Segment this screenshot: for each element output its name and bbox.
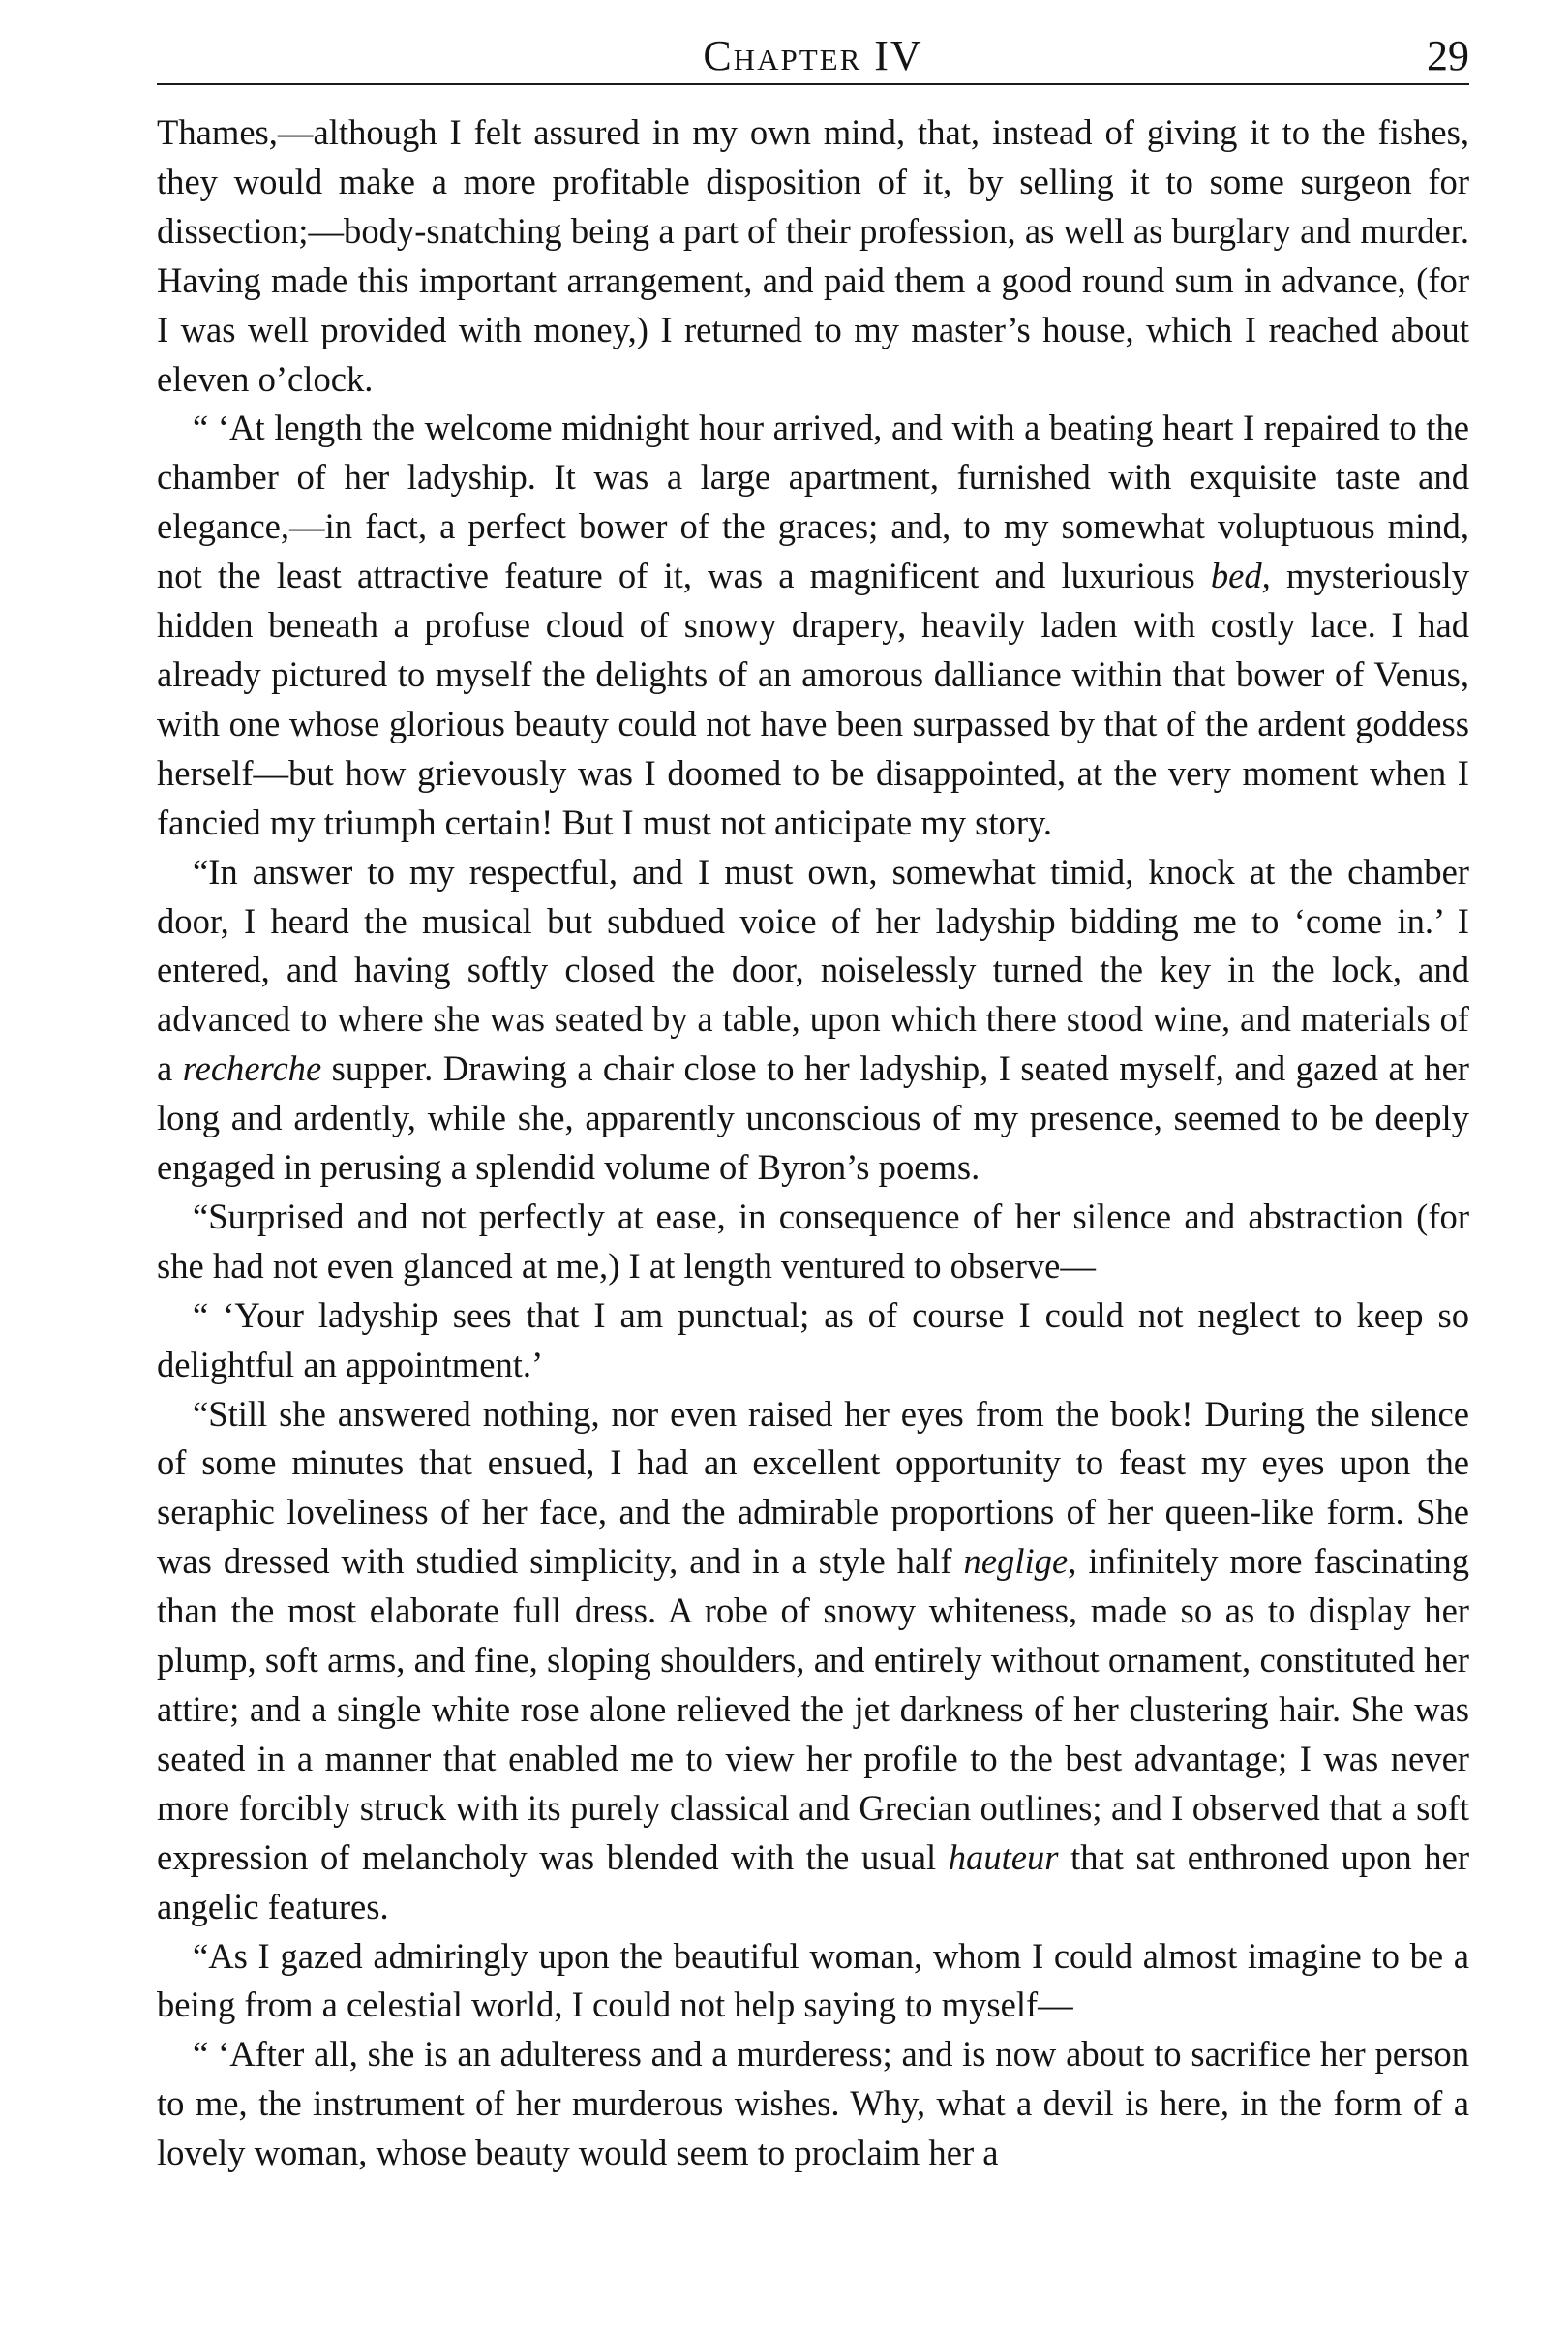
paragraph-text: “ ‘At length the welcome midnight hour arrived, and with a beating heart I repaired to the chamber of her ladyship. It was a large apartment, furnished with exquisite taste and elegance,—in fact, a perfect bower of the graces; and, to my somewhat voluptuous mind, not the least attractive feature of it, was a magnificent and luxurious bbox=[157, 408, 1469, 596]
paragraph-text: Thames,—although I felt assured in my own mind, that, instead of giving it to the fishes, they would make a more profitable disposition of it, by selling it to some surgeon for dissection;—body-snatching being a part of their profession, as well as burglary and murder. Having made this important arrangement, and paid them a good round sum in advance, (for I was well provided with money,) I returned to my master’s house, which I reached about eleven o’clock. bbox=[157, 112, 1469, 399]
header-rule bbox=[157, 83, 1469, 85]
italic-text: recherche bbox=[182, 1048, 322, 1089]
chapter-title: Chapter IV bbox=[703, 32, 923, 79]
paragraph-text: mysteriously hidden beneath a profuse cloud of snowy drapery, heavily laden with costly lace. I had already pictured to myself the delights of an amorous dalliance within that bower of Venus, with one whose glorious beauty could not have been surpassed by that of the ardent goddess herself—but how grievously was I doomed to be disappointed, at the very moment when I fancied my triumph certain! But I must not anticipate my story. bbox=[157, 556, 1469, 842]
paragraph-text: “ ‘Your ladyship sees that I am punctual; as of course I could not neglect to keep so delightful an appointment.’ bbox=[157, 1294, 1469, 1384]
paragraph bbox=[157, 1193, 1469, 1291]
paragraph bbox=[157, 848, 1469, 1193]
paragraph bbox=[157, 404, 1469, 847]
paragraph bbox=[157, 108, 1469, 404]
italic-text: bed, bbox=[1210, 556, 1271, 596]
paragraph-text: “Surprised and not perfectly at ease, in consequence of her silence and abstraction (for she had not even glanced at me,) I at length ventured to observe— bbox=[157, 1196, 1469, 1286]
paragraph bbox=[157, 1291, 1469, 1390]
paragraph bbox=[157, 2030, 1469, 2178]
paragraph-text: “ ‘After all, she is an adulteress and a murderess; and is now about to sacrifice her person to me, the instrument of her murderous wishes. Why, what a devil is here, in the form of a lovely woman, whose beauty would seem to proclaim her a bbox=[157, 2034, 1469, 2173]
italic-text: neglige, bbox=[963, 1541, 1077, 1582]
italic-text: hauteur bbox=[948, 1836, 1059, 1877]
paragraph-text: infinitely more fascinating than the most elaborate full dress. A robe of snowy whiteness, made so as to display her plump, soft arms, and fine, sloping shoulders, and entirely without ornament, constituted her attire; and a single white rose alone relieved the jet darkness of her clustering hair. She was seated in a manner that enabled me to view her profile to the best advantage; I was never more forcibly struck with its purely classical and Grecian outlines; and I observed that a soft expression of melancholy was blended with the usual bbox=[157, 1541, 1469, 1877]
page-number: 29 bbox=[1427, 32, 1469, 79]
paragraph-text: “In answer to my respectful, and I must own, somewhat timid, knock at the chamber door, I heard the musical but subdued voice of her ladyship bidding me to ‘come in.’ I entered, and having softly closed the door, noiselessly turned the key in the lock, and advanced to where she was seated by a table, upon which there stood wine, and materials of a bbox=[157, 851, 1469, 1089]
paragraph bbox=[157, 1390, 1469, 1932]
paragraph-text: that sat enthroned upon her angelic features. bbox=[157, 1836, 1469, 1926]
paragraph-text: “Still she answered nothing, nor even raised her eyes from the book! During the silence of some minutes that ensued, I had an excellent opportunity to feast my eyes upon the seraphic loveliness of her face, and the admirable proportions of her queen-like form. She was dressed with studied simplicity, and in a style half bbox=[157, 1393, 1469, 1582]
paragraph bbox=[157, 1932, 1469, 2031]
paragraph-text: “As I gazed admiringly upon the beautiful woman, whom I could almost imagine to be a being from a celestial world, I could not help saying to myself— bbox=[157, 1935, 1469, 2025]
body-text bbox=[157, 108, 1469, 2178]
book-page bbox=[157, 0, 1469, 2334]
paragraph-text: supper. Drawing a chair close to her ladyship, I seated myself, and gazed at her long and ardently, while she, apparently unconscious of my presence, seemed to be deeply engaged in perusing a splendid volume of Byron’s poems. bbox=[157, 1048, 1469, 1188]
running-head bbox=[157, 27, 1469, 87]
